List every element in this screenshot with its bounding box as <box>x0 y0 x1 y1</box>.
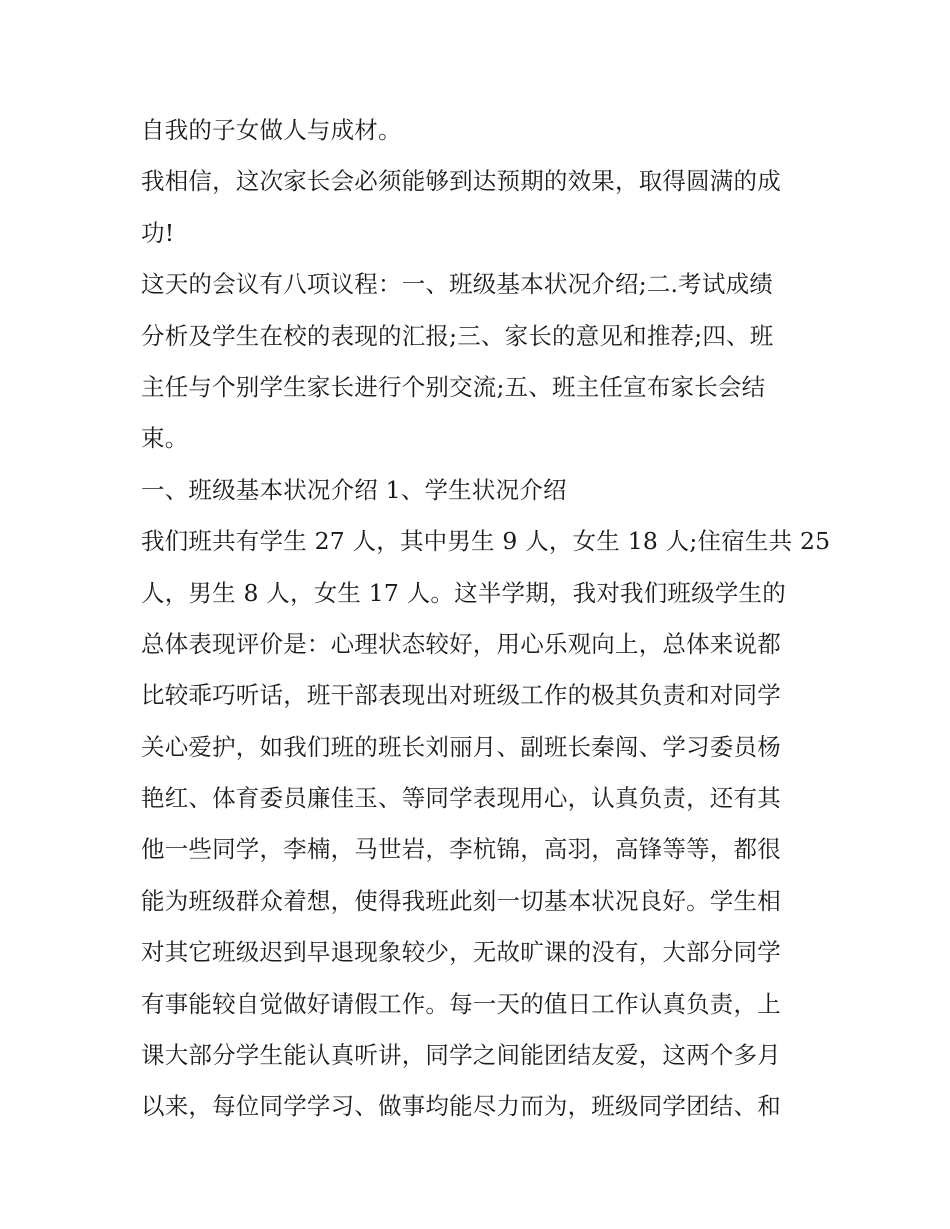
section-heading: 一、班级基本状况介绍 1、学生状况介绍 <box>141 475 567 504</box>
text-line: 功! <box>141 218 175 247</box>
text-line: 艳红、体育委员廉佳玉、等同学表现用心，认真负责，还有其 <box>141 784 781 813</box>
text-line: 以来，每位同学学习、做事均能尽力而为，班级同学团结、和 <box>141 1092 781 1121</box>
text-line: 人，男生 8 人，女生 17 人。这半学期，我对我们班级学生的 <box>141 578 786 607</box>
text-line: 他一些同学，李楠，马世岩，李杭锦，高羽，高锋等等，都很 <box>141 835 781 864</box>
text-line: 对其它班级迟到早退现象较少，无故旷课的没有，大部分同学 <box>141 938 781 967</box>
text-line: 分析及学生在校的表现的汇报;三、家长的意见和推荐;四、班 <box>141 321 774 350</box>
text-line: 能为班级群众着想，使得我班此刻一切基本状况良好。学生相 <box>141 886 781 915</box>
text-line: 自我的子女做人与成材。 <box>141 116 402 144</box>
text-line: 有事能较自觉做好请假工作。每一天的值日工作认真负责，上 <box>141 989 781 1018</box>
text-line: 束。 <box>141 424 189 453</box>
document-body <box>141 108 831 1136</box>
text-line: 课大部分学生能认真听讲，同学之间能团结友爱，这两个多月 <box>141 1041 781 1070</box>
text-line: 主任与个别学生家长进行个别交流;五、班主任宣布家长会结 <box>141 372 766 401</box>
text-line: 我相信，这次家长会必须能够到达预期的效果，取得圆满的成 <box>141 167 781 196</box>
text-line: 这天的会议有八项议程：一、班级基本状况介绍;二.考试成绩 <box>141 270 773 299</box>
text-line: 关心爱护，如我们班的班长刘丽月、副班长秦闯、学习委员杨 <box>141 732 781 761</box>
text-line: 比较乖巧听话，班干部表现出对班级工作的极其负责和对同学 <box>141 681 781 710</box>
text-line: 总体表现评价是：心理状态较好，用心乐观向上，总体来说都 <box>141 629 781 658</box>
text-line: 我们班共有学生 27 人，其中男生 9 人，女生 18 人;住宿生共 25 <box>141 527 831 556</box>
